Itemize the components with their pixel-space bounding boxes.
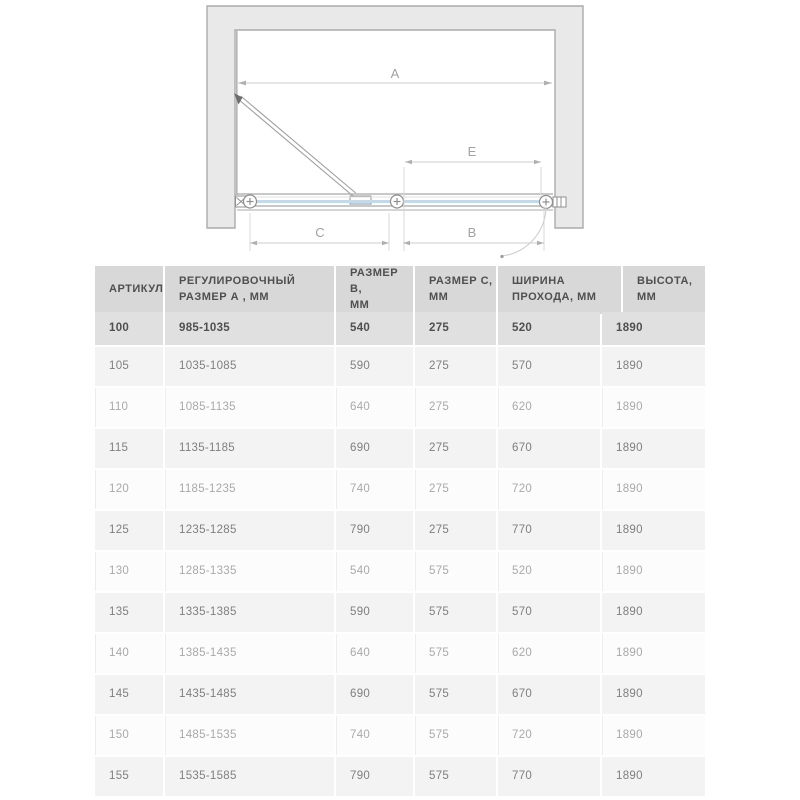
cell-article: 100 [95, 312, 163, 345]
cell-height: 1890 [602, 388, 705, 427]
cell-height: 1890 [602, 511, 705, 550]
cell-article: 125 [95, 511, 163, 550]
cell-size-a: 1435-1485 [165, 675, 334, 714]
table-row [95, 511, 705, 550]
cell-height: 1890 [602, 312, 705, 345]
table-header-row [95, 266, 705, 310]
cell-article: 150 [95, 716, 163, 755]
table-row [95, 634, 705, 673]
cell-size-a: 1085-1135 [165, 388, 334, 427]
table-row [95, 716, 705, 755]
table-row [95, 470, 705, 509]
cell-pass-width: 670 [498, 429, 600, 468]
col-header-size_c: РАЗМЕР C, ММ [415, 266, 496, 314]
table-row [95, 593, 705, 632]
cell-size-c: 275 [415, 312, 496, 345]
dim-c-arrow-left [250, 241, 257, 245]
cell-pass-width: 770 [498, 511, 600, 550]
cell-article: 110 [95, 388, 163, 427]
cell-size-a: 1185-1235 [165, 470, 334, 509]
cell-size-b: 690 [336, 675, 413, 714]
cell-article: 130 [95, 552, 163, 591]
col-header-size_a: РЕГУЛИРОВОЧНЫЙ РАЗМЕР А , ММ [165, 266, 334, 314]
dim-c-arrow-right [382, 241, 389, 245]
cell-article: 105 [95, 347, 163, 386]
dim-e-arrow-right [534, 160, 541, 164]
cell-article: 140 [95, 634, 163, 673]
bracket-right [553, 197, 566, 207]
spec-table [95, 266, 705, 796]
dim-label-c: C [315, 225, 325, 240]
door-swing-arc-tip [500, 255, 503, 258]
cell-size-c: 575 [415, 757, 496, 796]
cell-size-b: 690 [336, 429, 413, 468]
cell-size-a: 985-1035 [165, 312, 334, 345]
cell-pass-width: 620 [498, 388, 600, 427]
cell-size-c: 575 [415, 634, 496, 673]
col-header-pass_width: ШИРИНА ПРОХОДА, ММ [498, 266, 621, 314]
cell-height: 1890 [602, 552, 705, 591]
cell-size-a: 1485-1535 [165, 716, 334, 755]
table-row [95, 675, 705, 714]
cell-article: 135 [95, 593, 163, 632]
cell-size-b: 740 [336, 716, 413, 755]
cell-pass-width: 720 [498, 470, 600, 509]
roller-middle [391, 195, 404, 208]
cell-height: 1890 [602, 716, 705, 755]
cell-size-a: 1035-1085 [165, 347, 334, 386]
cell-height: 1890 [602, 347, 705, 386]
roller-right [540, 196, 553, 209]
cell-size-a: 1285-1335 [165, 552, 334, 591]
cell-size-a: 1385-1435 [165, 634, 334, 673]
table-row [95, 429, 705, 468]
cell-article: 115 [95, 429, 163, 468]
cell-size-c: 575 [415, 552, 496, 591]
cell-size-a: 1235-1285 [165, 511, 334, 550]
cell-pass-width: 570 [498, 593, 600, 632]
table-row [95, 347, 705, 386]
cell-height: 1890 [602, 470, 705, 509]
cell-pass-width: 620 [498, 634, 600, 673]
cell-height: 1890 [602, 675, 705, 714]
dim-a-arrow-right [544, 81, 552, 86]
cell-article: 145 [95, 675, 163, 714]
dim-label-b: B [467, 225, 477, 240]
cell-size-c: 575 [415, 675, 496, 714]
cell-size-c: 275 [415, 388, 496, 427]
cell-size-b: 590 [336, 347, 413, 386]
table-row [95, 757, 705, 796]
door-top-view-diagram [0, 0, 800, 264]
dim-e-arrow-left [405, 160, 412, 164]
dim-label-a: A [390, 66, 400, 81]
col-header-height: ВЫСОТА, ММ [623, 266, 705, 314]
cell-height: 1890 [602, 757, 705, 796]
extension-lines [250, 167, 544, 251]
cell-size-a: 1135-1185 [165, 429, 334, 468]
cell-size-c: 275 [415, 429, 496, 468]
cell-size-b: 640 [336, 634, 413, 673]
dim-a-arrow-left [238, 81, 246, 86]
cell-pass-width: 520 [498, 312, 600, 345]
dim-label-e: E [467, 144, 477, 159]
cell-height: 1890 [602, 593, 705, 632]
cell-pass-width: 770 [498, 757, 600, 796]
cell-size-c: 275 [415, 347, 496, 386]
roller-left [244, 195, 257, 208]
cell-height: 1890 [602, 634, 705, 673]
cell-pass-width: 570 [498, 347, 600, 386]
cell-size-b: 540 [336, 552, 413, 591]
cell-size-a: 1535-1585 [165, 757, 334, 796]
cell-article: 120 [95, 470, 163, 509]
cell-pass-width: 520 [498, 552, 600, 591]
cell-height: 1890 [602, 429, 705, 468]
cell-size-c: 575 [415, 716, 496, 755]
cell-size-c: 275 [415, 511, 496, 550]
cell-size-b: 640 [336, 388, 413, 427]
cell-size-b: 740 [336, 470, 413, 509]
table-row [95, 552, 705, 591]
cell-size-b: 790 [336, 511, 413, 550]
cell-size-b: 540 [336, 312, 413, 345]
cell-size-c: 575 [415, 593, 496, 632]
table-row [95, 388, 705, 427]
cell-size-a: 1335-1385 [165, 593, 334, 632]
cell-pass-width: 670 [498, 675, 600, 714]
table-row [95, 312, 705, 345]
dim-b-arrow-right [537, 241, 544, 245]
cell-article: 155 [95, 757, 163, 796]
support-bar [238, 96, 356, 196]
col-header-article: АРТИКУЛ [95, 266, 163, 314]
cell-size-b: 590 [336, 593, 413, 632]
cell-pass-width: 720 [498, 716, 600, 755]
cell-size-b: 790 [336, 757, 413, 796]
door-swing-arc [502, 207, 546, 256]
cell-size-c: 275 [415, 470, 496, 509]
col-header-size_b: РАЗМЕР B, ММ [336, 266, 413, 314]
